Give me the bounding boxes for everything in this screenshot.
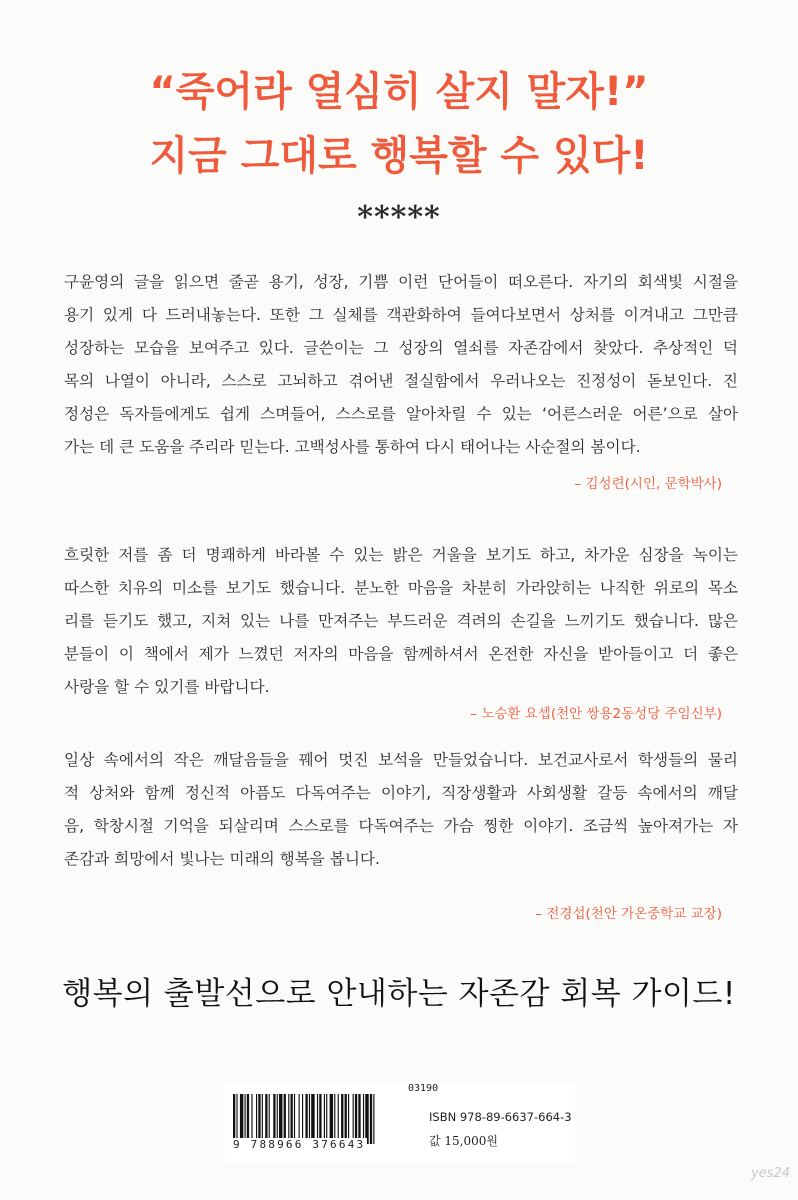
review-3-text: [64, 744, 738, 876]
review-3-line: 적 상처와 함께 정신적 아픔도 다독여주는 이야기, 직장생활과 사회생활 갈등 속에서의 깨달: [64, 784, 738, 802]
tagline: 행복의 출발선으로 안내하는 자존감 회복 가이드!: [62, 976, 736, 1012]
review-2-text: [64, 539, 738, 704]
review-1-text: [64, 266, 738, 464]
review-1-line: 정성은 독자들에게도 쉽게 스며들어, 스스로를 알아차릴 수 있는 ‘어른스러운 어른’으로 살아: [64, 405, 738, 423]
review-2-line: 분들이 이 책에서 제가 느꼈던 저자의 마음을 함께하셔서 온전한 자신을 받아들이고 더 좋은: [64, 645, 738, 663]
review-3-line: 일상 속에서의 작은 깨달음들을 꿰어 멋진 보석을 만들었습니다. 보건교사로서 학생들의 물리: [64, 751, 738, 769]
review-1-signature: – 김성련(시인, 문학박사): [574, 476, 722, 492]
isbn-barcode-block: [225, 1082, 575, 1162]
review-1-line: 가는 데 큰 도움을 주리라 믿는다. 고백성사를 통하여 다시 태어나는 사순절의 봄이다.: [64, 438, 641, 456]
isbn-text: ISBN 978-89-6637-664-3: [429, 1110, 572, 1124]
review-3-line: 음, 학창시절 기억을 되살리며 스스로를 다독여주는 가슴 찡한 이야기. 조금씩 높아져가는 자: [64, 817, 738, 835]
review-2-line: 따스한 치유의 미소를 보기도 했습니다. 분노한 마음을 차분히 가라앉히는 나직한 위로의 목소: [64, 579, 738, 597]
barcode-icon: [233, 1094, 423, 1144]
review-2-signature: – 노승환 요셉(천안 쌍용2동성당 주임신부): [470, 706, 722, 722]
review-2-line: 흐릿한 저를 좀 더 명쾌하게 바라볼 수 있는 밝은 거울을 보기도 하고, 차가운 심장을 녹이는: [64, 546, 738, 564]
headline-line-1: “죽어라 열심히 살지 말자!”: [149, 69, 649, 115]
headline-line-2: 지금 그대로 행복할 수 있다!: [149, 133, 649, 179]
review-2-line: 사랑을 할 수 있기를 바랍니다.: [64, 678, 270, 696]
review-3-signature: – 전경섭(천안 가온중학교 교장): [535, 906, 722, 922]
price-text: 값 15,000원: [429, 1134, 498, 1148]
barcode-number: 9 788966 376643: [233, 1138, 366, 1151]
review-1-line: 구윤영의 글을 읽으면 줄곧 용기, 성장, 기쁨 이런 단어들이 떠오른다. 자기의 회색빛 시절을: [64, 273, 738, 291]
review-1-line: 용기 있게 다 드러내놓는다. 또한 그 실체를 객관화하여 들여다보면서 상처를 이겨내고 그만큼: [64, 306, 738, 324]
review-1-line: 목의 나열이 아니라, 스스로 고뇌하고 겪어낸 절실함에서 우러나오는 진정성이 돋보인다. 진: [64, 372, 738, 390]
review-3-line: 존감과 희망에서 빛나는 미래의 행복을 봅니다.: [64, 850, 380, 868]
watermark-logo: yes24: [750, 1166, 790, 1181]
review-1-line: 성장하는 모습을 보여주고 있다. 글쓴이는 그 성장의 열쇠를 자존감에서 찾았다. 추상적인 덕: [64, 339, 738, 357]
review-2-line: 리를 듣기도 했고, 지쳐 있는 나를 만져주는 부드러운 격려의 손길을 느끼기도 했습니다. 많은: [64, 612, 738, 630]
barcode-addon-code: 03190: [408, 1083, 439, 1094]
section-separator: *****: [357, 200, 441, 235]
